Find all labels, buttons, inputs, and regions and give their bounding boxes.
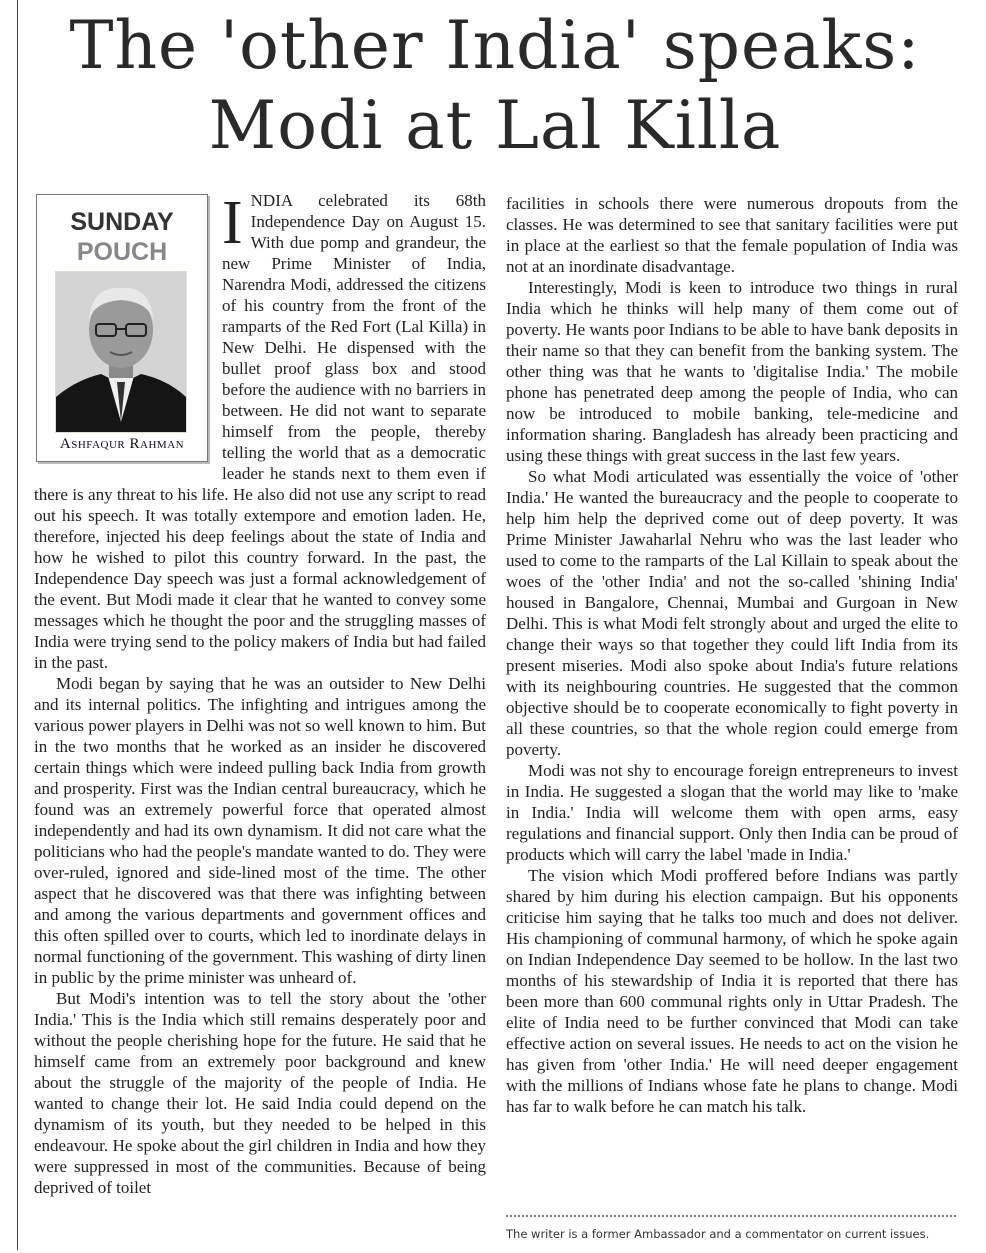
article-paragraph-4: Interestingly, Modi is keen to introduce two things in rural India which he thinks will help many of them come out of poverty. He wants poor Indians to be able to have bank deposits in their name so that they can benefit from the banking system. The other thing was that he wants to 'digitalise India.' The mobile phone has penetrated deep among the people of India, who can now be introduced to mobile banking, tele-medicine and information sharing. Bangladesh has already been practicing and using these things with great success in the last few years.	[506, 278, 958, 465]
author-portrait	[55, 271, 187, 433]
article-paragraph-5: So what Modi articulated was essentially the voice of 'other India.' He wanted the bureaucracy and the people to cooperate to help him help the deprived come out of deep poverty. It was Prime Minister Jawaharlal Nehru who was the last leader who used to come to the ramparts of the Lal Killain to speak about the woes of the 'other India' and not the so-called 'shining India' housed in Bangalore, Chennai, Mumbai and Gurgoan in New Delhi. This is what Modi felt strongly about and urged the elite to change their ways so that together they could lift India from its present miseries. Modi also spoke about India's future relations with its neighbouring countries. He suggested that the common objective should be to cooperate economically to fight poverty in all these countries, so that the whole region could emerge from poverty.	[506, 467, 958, 759]
headline	[20, 6, 970, 166]
article-paragraph-6: Modi was not shy to encourage foreign entrepreneurs to invest in India. He suggested a slogan that the world may like to 'make in India.' India will welcome them with open arms, easy regulations and financial support. Only then India can be proud of products which will carry the label 'made in India.'	[506, 761, 958, 864]
article-paragraph-3: But Modi's intention was to tell the story about the 'other India.' This is the India which still remains desperately poor and without the people cherishing hope for the future. He said that he himself came from an extremely poor background and knew about the struggle of the majority of the people of India. He wanted to change their lot. He said India could depend on the dynamism of its youth, but they needed to be helped in this endeavour. He spoke about the girl children in India and how they were suppressed in most of the communities. Because of being deprived of toilet	[34, 989, 486, 1197]
footer-dotted-rule	[506, 1215, 956, 1217]
article-paragraph-1: NDIA celebrated its 68th Independence Day on August 15. With due pomp and grandeur, the new Prime Minister of India, Narendra Modi, addressed the citizens of his country from the front of the ramparts of the Red Fort (Lal Killa) in New Delhi. He dispensed with the bullet proof glass box and stood before the audience with no barriers in between. He did not want to separate himself from the people, thereby telling the world that as a democratic leader he stands next to them even if there is any threat to his life. He also did not use any script to read out his speech. It was totally extempore and emotion laden. He, therefore, injected his deep feelings about the state of India and how he wished to pilot this country forward. In the past, the Independence Day speech was just a formal acknowledgement of the event. But Modi made it clear that he wanted to convey some messages which he thought the poor and the struggling masses of India were trying send to the policy makers of India but had failed in the past.	[34, 191, 486, 672]
pouch-author-name: Ashfaqur Rahman	[59, 436, 185, 452]
article-paragraph-7: The vision which Modi proffered before Indians was partly shared by him during his election campaign. But his opponents criticise him saying that he talks too much and does not deliver. His championing of communal harmony, of which he spoke again on Indian Independence Day seemed to be hollow. In the last two months of his stewardship of India it is reported that there has been more than 600 communal rights only in Uttar Pradesh. The elite of India need to be further convinced that Modi can take effective action on several issues. He needs to act on the vision he has given from 'other India.' He will need deeper engagement with the millions of Indians whose fate he plans to change. Modi has far to walk before he can match his talk.	[506, 866, 958, 1116]
headline-line-2: Modi at Lal Killa	[208, 87, 782, 164]
page-margin-rule	[17, 0, 18, 1250]
article-column-left	[34, 190, 486, 1250]
sunday-pouch-box	[36, 194, 208, 462]
article-paragraph-3-continued: facilities in schools there were numerous dropouts from the classes. He was determined to see that sanitary facilities were put in place at the earliest so that the female population of India was not at an inordinate disadvantage.	[506, 194, 958, 276]
writer-bio-note: The writer is a former Ambassador and a commentator on current issues.	[506, 1227, 930, 1241]
drop-cap: I	[222, 190, 243, 257]
pouch-title-sunday: SUNDAY	[70, 208, 174, 236]
article-paragraph-2: Modi began by saying that he was an outsider to New Delhi and its internal politics. The infighting and intrigues among the various power players in Delhi was not so well known to him. But in the two months that he worked as an insider he discovered certain things which were indeed pulling back India from growth and prosperity. First was the Indian central bureaucracy, which he found was an extremely powerful force that operated almost independently and had its own dynamism. It did not care what the politicians who had the people's mandate wanted to do. They were over-ruled, ignored and side-lined most of the time. The other aspect that he discovered was that there was infighting between and among the various departments and government offices and this often spilled over to courts, which led to inordinate delays in normal functioning of the government. This washing of dirty linen in public by the prime minister was unheard of.	[34, 674, 486, 987]
author-portrait-graphic	[56, 272, 186, 432]
pouch-title-pouch: POUCH	[76, 238, 168, 266]
headline-line-1: The 'other India' speaks:	[69, 7, 921, 84]
article-column-right	[506, 193, 958, 1253]
